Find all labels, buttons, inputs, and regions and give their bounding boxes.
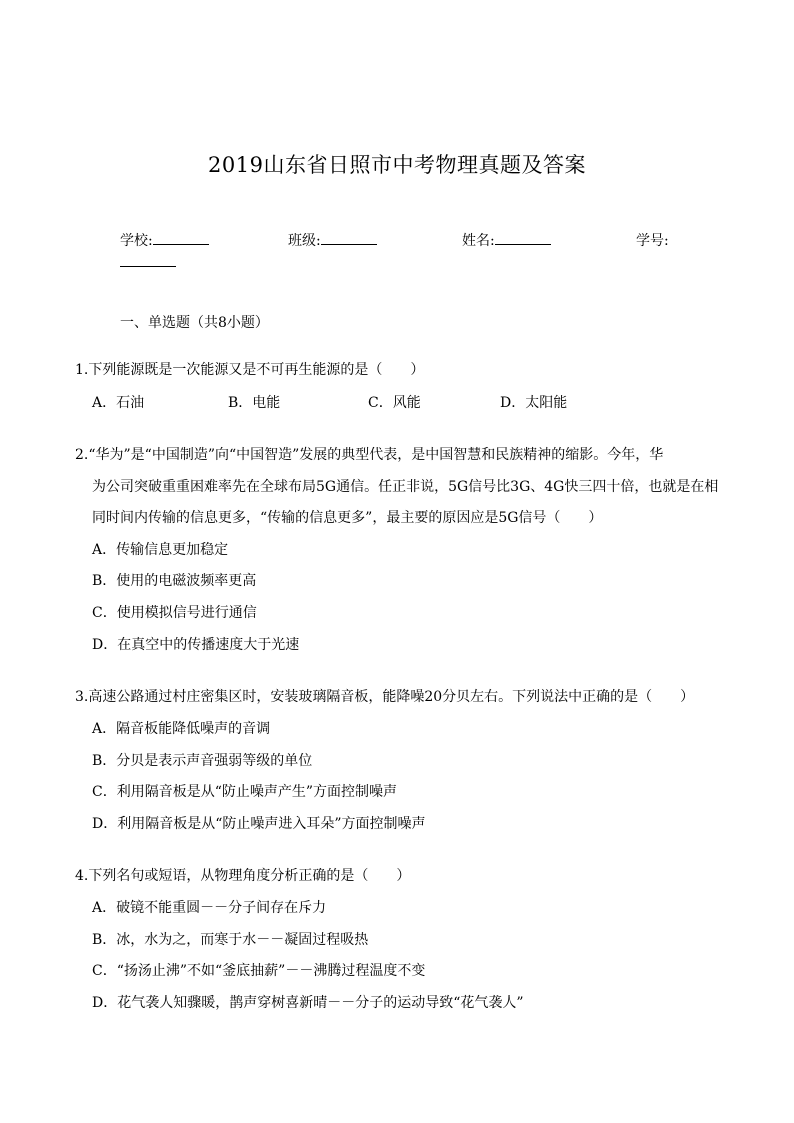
question-4-option-d[interactable]: D．花气袭人知骤暖，鹊声穿树喜新晴－－分子的运动导致“花气袭人” <box>92 995 524 1011</box>
school-blank[interactable] <box>153 232 209 245</box>
name-blank[interactable] <box>495 232 551 245</box>
name-field <box>462 230 551 250</box>
school-field <box>120 230 209 250</box>
school-label: 学校: <box>120 233 153 249</box>
section-title: 一、单选题（共8小题） <box>120 315 269 331</box>
question-2-option-b[interactable]: B．使用的电磁波频率更高 <box>92 573 257 589</box>
question-1-option-b[interactable]: B．电能 <box>228 395 281 411</box>
question-4-option-a[interactable]: A．破镜不能重圆－－分子间存在斥力 <box>92 900 327 916</box>
question-2-stem-line-3: 同时间内传输的信息更多，“传输的信息更多”，最主要的原因应是5G信号（ ） <box>92 510 603 526</box>
question-3-option-a[interactable]: A．隔音板能降低噪声的音调 <box>92 721 271 737</box>
number-label: 学号: <box>636 233 669 249</box>
question-1-option-d[interactable]: D．太阳能 <box>500 395 568 411</box>
number-blank-row <box>120 254 176 271</box>
class-field <box>288 230 377 250</box>
question-2-option-c[interactable]: C．使用模拟信号进行通信 <box>92 605 257 621</box>
question-1-option-c[interactable]: C．风能 <box>368 395 421 411</box>
question-1-option-a[interactable]: A．石油 <box>92 395 145 411</box>
question-3-stem: 3.高速公路通过村庄密集区时，安装玻璃隔音板，能降噪20分贝左右。下列说法中正确的是（ ） <box>75 689 695 705</box>
document-title: 2019山东省日照市中考物理真题及答案 <box>208 153 586 177</box>
question-2-stem-line-1: 2.“华为”是“中国制造”向“中国智造”发展的典型代表，是中国智慧和民族精神的缩影。今年，华 <box>75 447 664 463</box>
question-4-option-b[interactable]: B．冰，水为之，而寒于水－－凝固过程吸热 <box>92 932 369 948</box>
question-2-option-d[interactable]: D．在真空中的传播速度大于光速 <box>92 637 300 653</box>
question-4-stem: 4.下列名句或短语，从物理角度分析正确的是（ ） <box>75 868 411 884</box>
number-field <box>636 230 669 250</box>
class-label: 班级: <box>288 233 321 249</box>
class-blank[interactable] <box>321 232 377 245</box>
question-3-option-d[interactable]: D．利用隔音板是从“防止噪声进入耳朵”方面控制噪声 <box>92 816 426 832</box>
number-blank[interactable] <box>120 254 176 267</box>
question-3-option-c[interactable]: C．利用隔音板是从“防止噪声产生”方面控制噪声 <box>92 784 398 800</box>
question-2-stem-line-2: 为公司突破重重困难率先在全球布局5G通信。任正非说，5G信号比3G、4G快三四十倍，也就是在相 <box>92 479 719 495</box>
name-label: 姓名: <box>462 233 495 249</box>
question-1-stem: 1.下列能源既是一次能源又是不可再生能源的是（ ） <box>75 362 425 378</box>
question-2-option-a[interactable]: A．传输信息更加稳定 <box>92 542 229 558</box>
question-4-option-c[interactable]: C．“扬汤止沸”不如“釜底抽薪”－－沸腾过程温度不变 <box>92 963 426 979</box>
question-3-option-b[interactable]: B．分贝是表示声音强弱等级的单位 <box>92 753 313 769</box>
